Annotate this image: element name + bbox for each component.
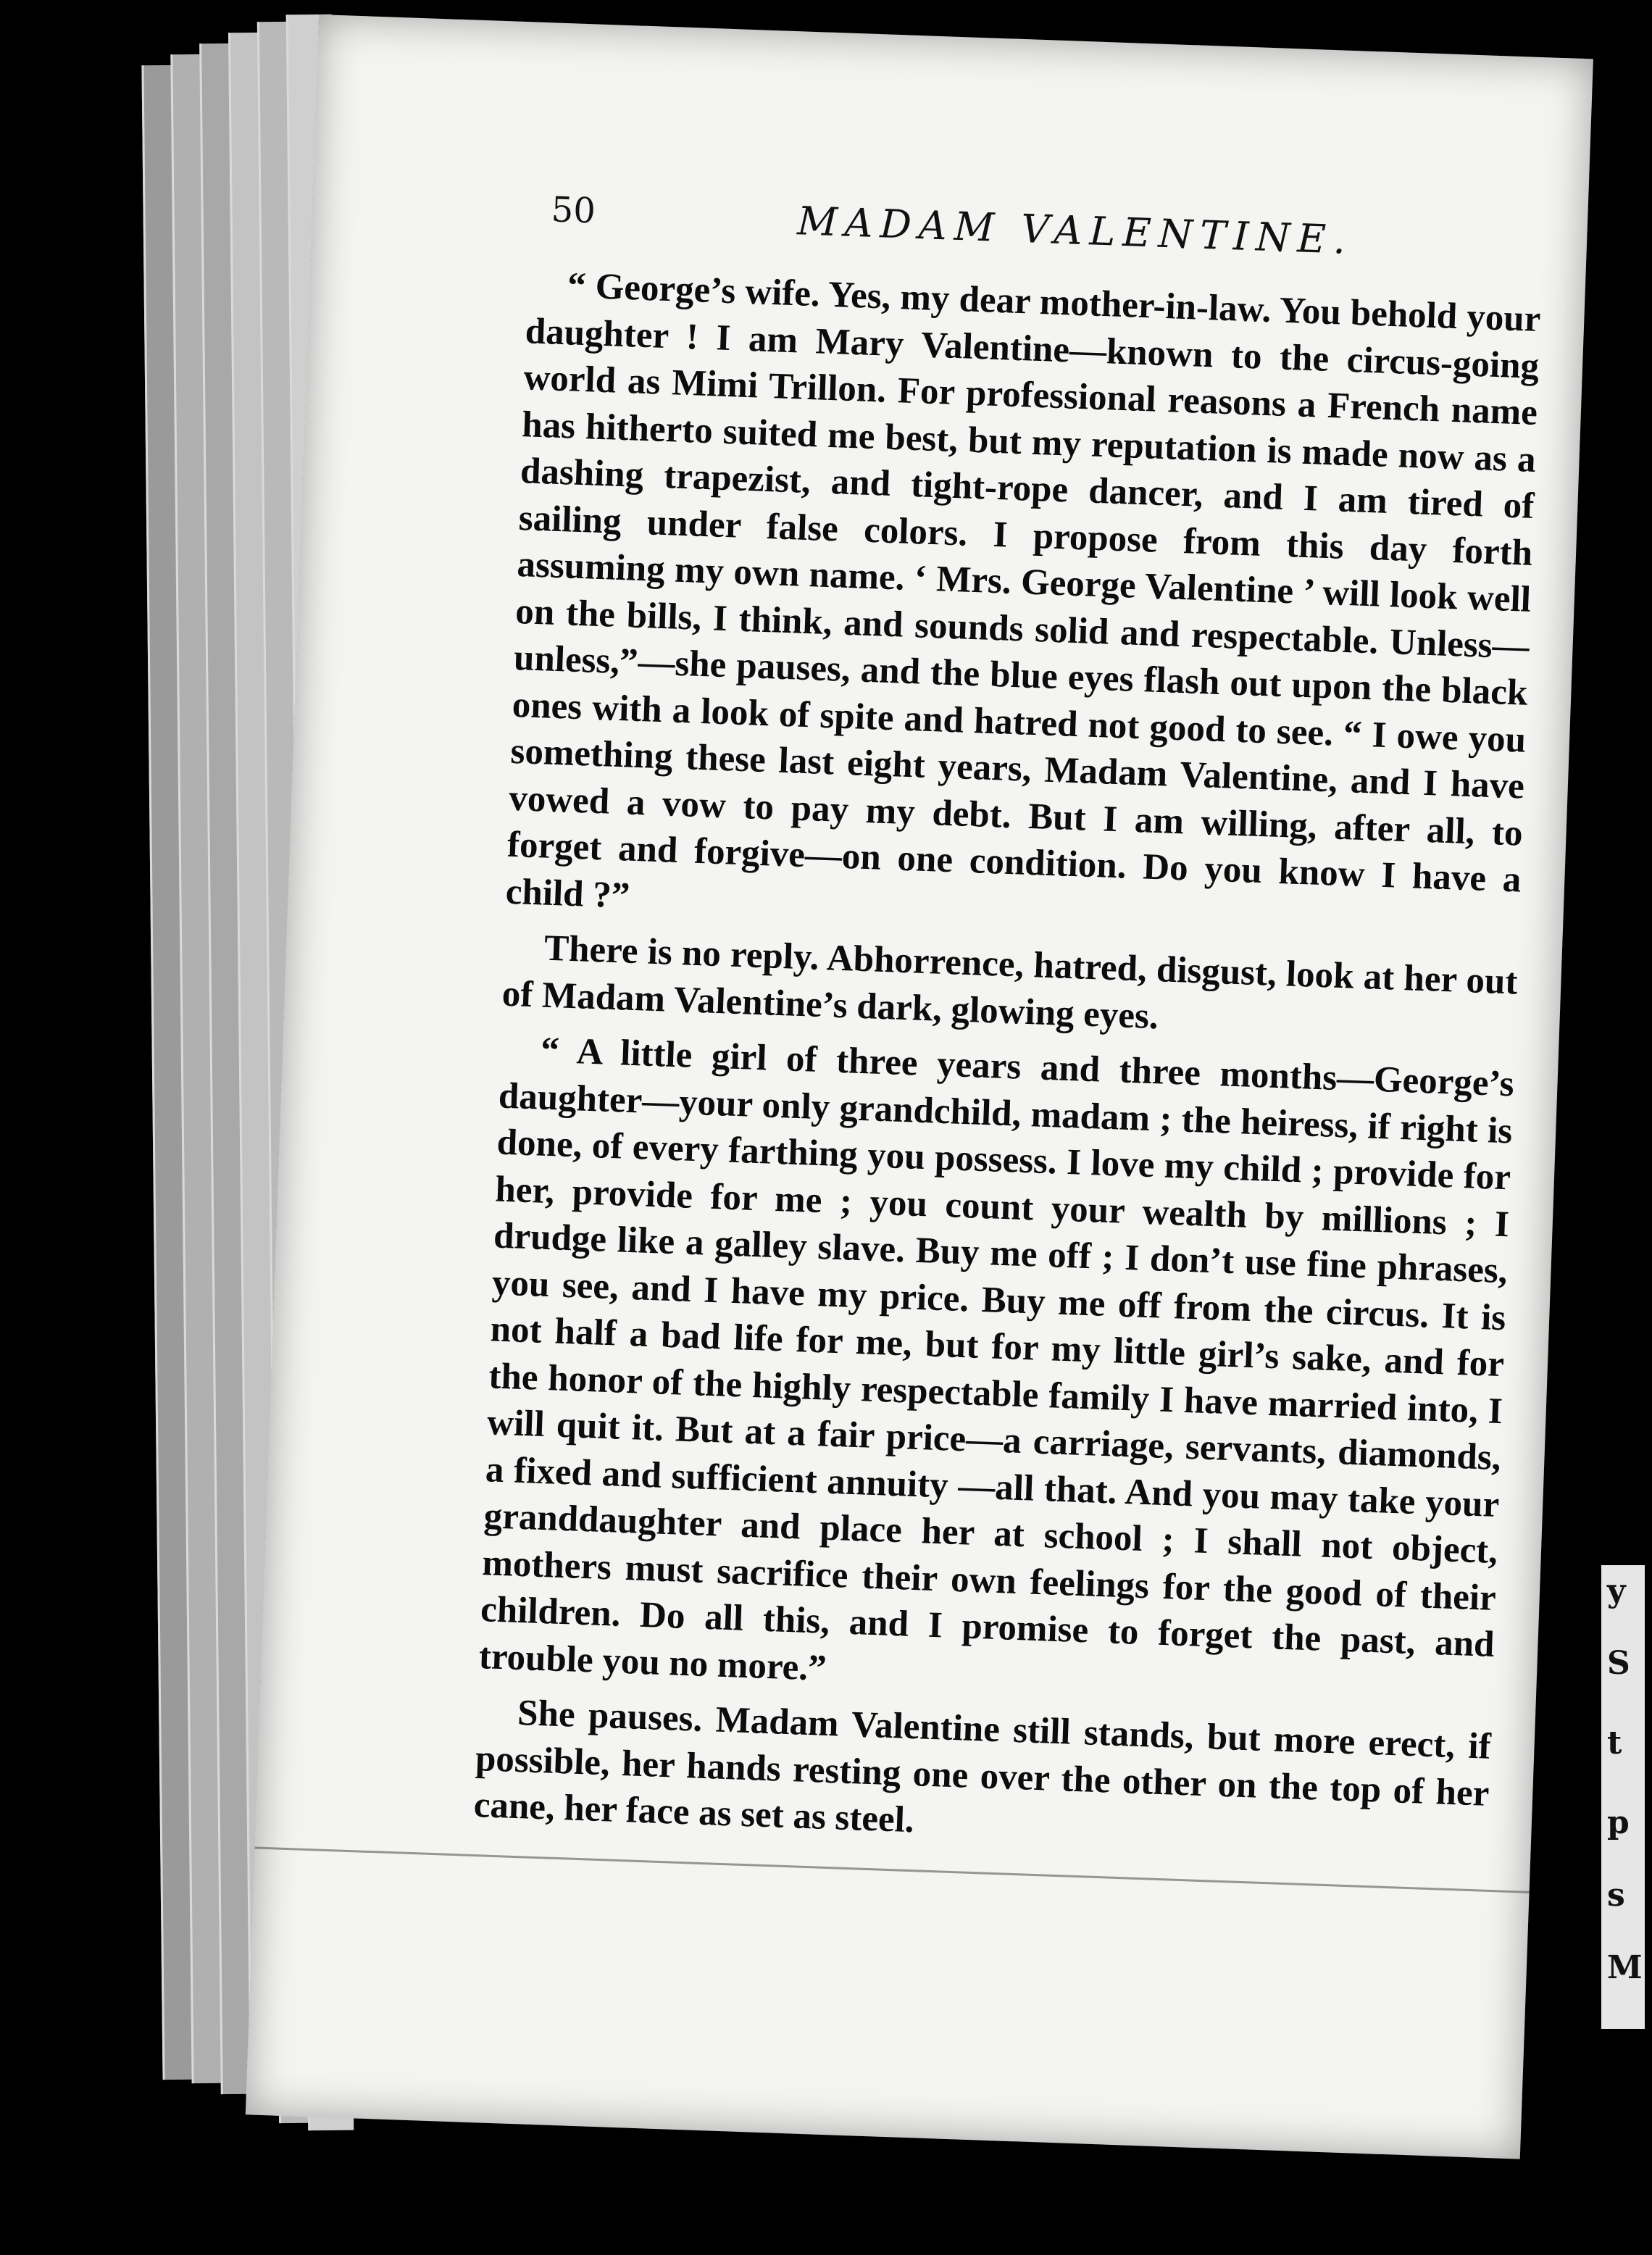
paragraph: She pauses. Madam Valentine still stands, but more erect, if possible, her hands resting one over the other on the top of her cane, her face as set as steel. — [472, 1693, 1492, 1841]
next-page-fragment — [1601, 1565, 1645, 2029]
fragment-letter: S — [1607, 1645, 1630, 1682]
running-title: MADAM VALENTINE. — [796, 198, 1354, 263]
fragment-letter: s — [1607, 1877, 1625, 1914]
paragraph: “ George’s wife. Yes, my dear mother-in-law. You behold your daughter ! I am Mary Valentine—known to the circus-going world as Mimi Trillon. For professional reasons a French name has hitherto suited me best, but my reputation is made now as a dashing trapezist, and tight-rope dancer, and I am tired of sailing under false colors. I propose from this day forth assuming my own name. ‘ Mrs. George Valentine ’ will look well on the bills, I think, and sounds solid and respectable. Unless—unless,”—she pauses, and the blue eyes flash out upon the black ones with a look of spite and hatred not good to see. “ I owe you something these last eight years, Madam Valentine, and I have vowed a vow to pay my debt. But I am willing, after all, to forget and forgive—on one condition. Do you know I have a child ?” — [504, 265, 1542, 917]
body-text — [473, 261, 1542, 1864]
page-number: 50 — [550, 189, 596, 232]
fragment-letter: t — [1607, 1725, 1622, 1762]
fragment-letter: p — [1607, 1804, 1630, 1841]
fragment-letter: M — [1607, 1949, 1643, 1986]
paragraph: There is no reply. Abhorrence, hatred, disgust, look at her out of Madam Valentine’s dark, glowing eyes. — [501, 928, 1519, 1037]
fragment-letter: y — [1607, 1572, 1626, 1609]
book-page — [246, 14, 1593, 2159]
paragraph: “ A little girl of three years and three months—George’s daughter—your only grandchild, madam ; the heiress, if right is done, of every farthing you possess. I love my child ; provide for her, provide for me ; you count your wealth by millions ; I drudge like a galley slave. Buy me off ; I don’t use fine phrases, you see, and I have my price. Buy me off from the circus. It is not half a bad life for me, but for my little girl’s sake, and for the honor of the highly respectable family I have married into, I will quit it. But at a fair price—a carriage, servants, diamonds, a fixed and sufficient annuity —all that. And you may take your granddaughter and place her at school ; I shall not object, mothers must sacrifice their own feelings for the good of their children. Do all this, and I promise to forget the past, and trouble you no more.” — [478, 1030, 1515, 1689]
